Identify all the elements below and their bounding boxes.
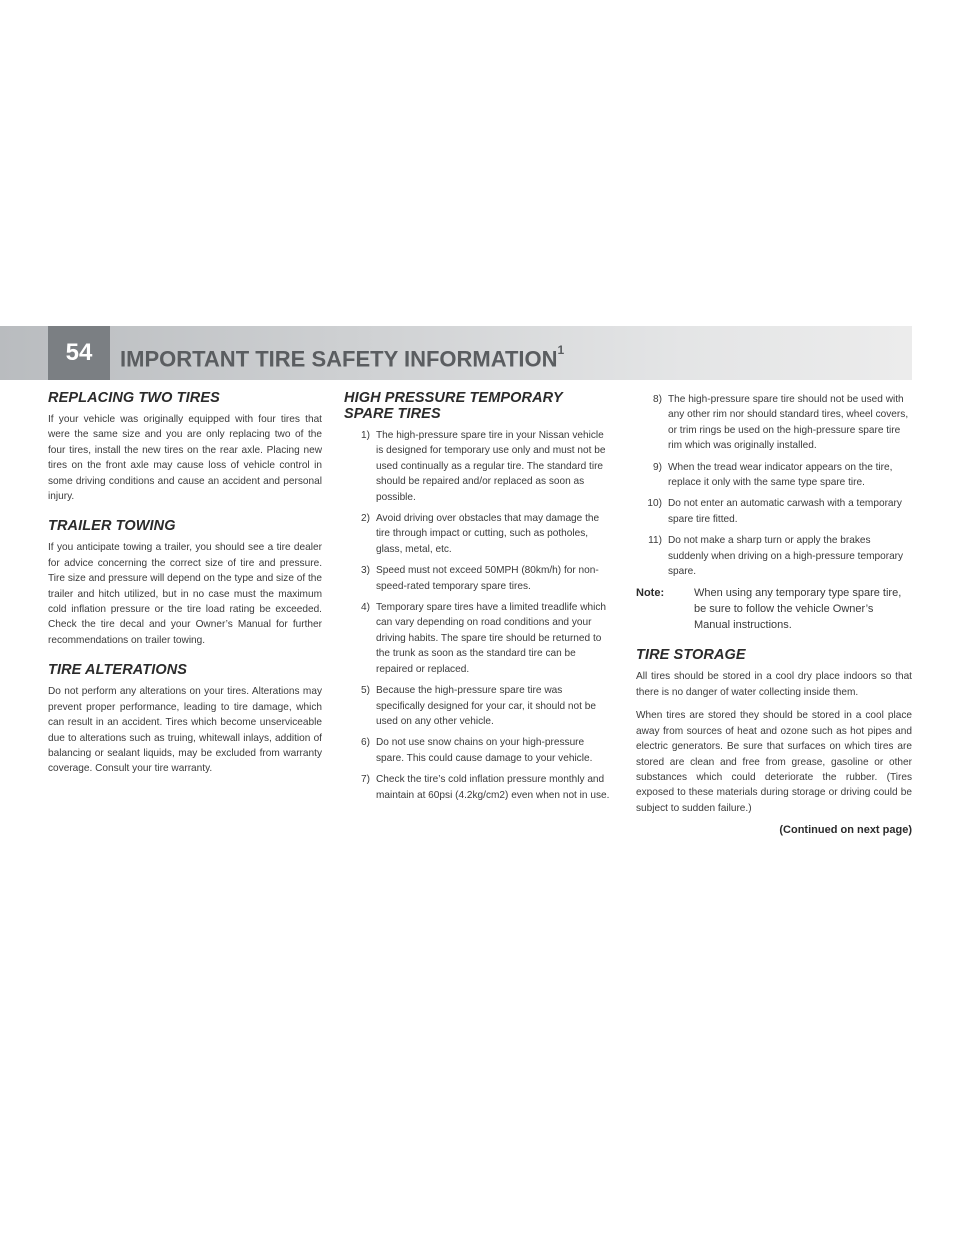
list-item-text: Avoid driving over obstacles that may damage the tire through impact or cutting, such as potholes, glass, metal, etc. — [376, 513, 600, 555]
list-item-number: 2) — [361, 513, 370, 525]
list-item-text: The high-pressure spare tire should not be used with any other rim nor should standard tires, wheel covers, or trim rings be used on the high-pressure spare tire rim which was originally installed. — [668, 394, 909, 452]
tire-alterations-heading: TIRE ALTERATIONS — [48, 662, 188, 679]
list-item — [344, 772, 612, 803]
page-header — [0, 326, 912, 380]
list-item-text: Do not make a sharp turn or apply the brakes suddenly when driving on a high-pressure temporary spare. — [668, 535, 904, 578]
tire-alterations-text: Do not perform any alterations on your tires. Alterations may prevent proper performance, leading to tire damage, which can result in an accident. Tires which become unserviceable due to alterations such as truing, whitewall inlays, addition of balancing or sealant liquids, may be excluded from warranty coverage. Consult your tire warranty. — [48, 686, 322, 775]
list-item-number: 5) — [361, 685, 370, 697]
note-label: Note: — [636, 587, 665, 600]
page-number: 54 — [48, 326, 110, 380]
list-item-text: Speed must not exceed 50MPH (80km/h) for non-speed-rated temporary spare tires. — [376, 565, 599, 592]
list-item — [344, 563, 612, 594]
column-middle — [344, 390, 612, 809]
list-item-number: 3) — [361, 565, 370, 577]
list-item-text: Do not use snow chains on your high-pressure spare. This could cause damage to your vehicle. — [376, 737, 593, 764]
list-item-text: Temporary spare tires have a limited treadlife which can vary depending on road conditions and your driving habits. The spare tire should be returned to the trunk as soon as the standard tire can be repaired or replaced. — [376, 602, 607, 675]
tire-storage-heading: TIRE STORAGE — [636, 647, 746, 664]
list-item-number: 8) — [653, 394, 662, 405]
list-item-text: Because the high-pressure spare tire was specifically designed for your car, it should not be used on any other vehicle. — [376, 685, 596, 727]
list-item-number: 7) — [361, 774, 370, 786]
list-item-text: Do not enter an automatic carwash with a temporary spare tire fitted. — [668, 498, 902, 525]
note-text: When using any temporary type spare tire, be sure to follow the vehicle Owner’s Manual instructions. — [694, 587, 902, 632]
list-item — [344, 600, 612, 677]
list-item-number: 6) — [361, 737, 370, 749]
note — [636, 585, 912, 633]
list-item-number: 4) — [361, 602, 370, 614]
replacing-two-tires-heading: REPLACING TWO TIRES — [48, 390, 220, 406]
list-item — [636, 496, 912, 527]
page-title — [120, 326, 564, 380]
list-item — [344, 511, 612, 557]
list-item-number: 1) — [361, 430, 370, 441]
list-item-number: 11) — [648, 535, 662, 547]
spare-tire-list — [344, 428, 612, 803]
list-item — [344, 428, 612, 505]
list-item-number: 9) — [653, 461, 662, 473]
trailer-towing-text: If you anticipate towing a trailer, you should see a tire dealer for advice concerning the correct size of tire and pressure. Tire size and pressure will depend on the type and size of the trailer and hitch utilized, but in no case must the maximum cold inflation pressure or the tire load rating be exceeded. Check the tire decal and your Owner’s Manual for further recommendations on trailer towing. — [48, 542, 322, 646]
list-item-text: The high-pressure spare tire in your Nissan vehicle is designed for temporary use only and must not be used continually as a regular tire. The standard tire should be repaired and/or replaced as soon as possible. — [376, 430, 606, 503]
spare-tire-list-continued — [636, 392, 912, 579]
tire-storage-text-1: All tires should be stored in a cool dry place indoors so that there is no danger of water collecting inside them. — [636, 671, 912, 698]
list-item-text: Check the tire’s cold inflation pressure monthly and maintain at 60psi (4.2kg/cm2) even when not in use. — [376, 774, 610, 801]
list-item — [636, 460, 912, 491]
replacing-two-tires-text: If your vehicle was originally equipped with four tires that were the same size and you are only replacing two of the four tires, install the new tires on the rear axle. Placing new tires on the front axle may cause loss of vehicle control in some driving conditions and cause an accident and personal injury. — [48, 414, 322, 503]
list-item — [636, 392, 912, 454]
spare-tires-heading: HIGH PRESSURE TEMPORARY SPARE TIRES — [344, 390, 563, 422]
page-title-text: IMPORTANT TIRE SAFETY INFORMATION — [120, 346, 558, 372]
trailer-towing-heading: TRAILER TOWING — [48, 518, 176, 535]
list-item — [344, 735, 612, 766]
title-footnote-marker: 1 — [557, 343, 565, 357]
list-item — [344, 683, 612, 729]
list-item — [636, 533, 912, 579]
column-right — [636, 390, 912, 836]
column-left — [48, 390, 322, 785]
continued-note: (Continued on next page) — [779, 824, 912, 837]
tire-storage-text-2: When tires are stored they should be stored in a cool place away from sources of heat and ozone such as hot pipes and electric generators. Be sure that surfaces on which tires are stored are clean and free from grease, gasoline or other substances which could deteriorate the rubber. (Tires exposed to these materials during storage or driving could be subject to sudden failure.) — [636, 710, 912, 814]
list-item-text: When the tread wear indicator appears on the tire, replace it only with the same type spare tire. — [668, 461, 893, 489]
list-item-number: 10) — [647, 498, 662, 510]
